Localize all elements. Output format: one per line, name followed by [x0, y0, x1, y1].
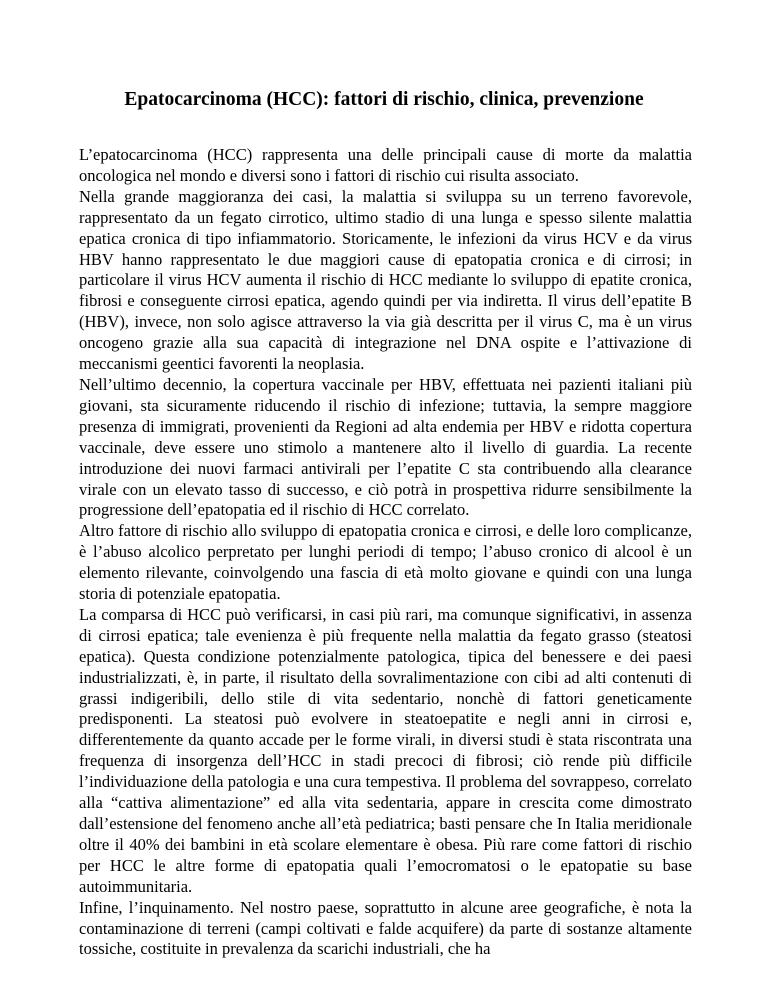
paragraph-vaccination: Nell’ultimo decennio, la copertura vaccinale per HBV, effettuata nei pazienti italiani più giovani, sta sicuramente riducendo il rischio di infezione; tuttavia, la sempre maggiore presenza di immigrati, provenienti da Regioni ad alta endemia per HBV e ridotta copertura vaccinale, deve essere uno stimolo a mantenere alto il livello di guardia. La recente introduzione dei nuovi farmaci antivirali per l’epatite C sta contribuendo alla clearance virale con un elevato tasso di successo, e ciò potrà in prospettiva ridurre sensibilmente la progressione dell’epatopatia ed il rischio di HCC correlato.	[79, 374, 692, 520]
paragraph-steatosis: La comparsa di HCC può verificarsi, in casi più rari, ma comunque significativi, in assenza di cirrosi epatica; tale evenienza è più frequente nella malattia da fegato grasso (steatosi epatica). Questa condizione potenzialmente patologica, tipica del benessere e dei paesi industrializzati, è, in parte, il risultato della sovralimentazione con cibi ad alti contenuti di grassi indigeribili, dello stile di vita sedentario, nonchè di fattori geneticamente predisponenti. La steatosi può evolvere in steatoepatite e negli anni in cirrosi e, differentemente da quanto accade per le forme virali, in diversi studi è stata riscontrata una frequenza di insorgenza dell’HCC in stadi precoci di fibrosi; ciò rende più difficile l’individuazione della patologia e una cura tempestiva. Il problema del sovrappeso, correlato alla “cattiva alimentazione” ed alla vita sedentaria, appare in crescita come dimostrato dall’estensione del fenomeno anche all’età pediatrica; basti pensare che In Italia meridionale oltre il 40% dei bambini in età scolare elementare è obesa. Più rare come fattori di rischio per HCC le altre forme di epatopatia quali l’emocromatosi o le epatopatie su base autoimmunitaria.	[79, 604, 692, 896]
document-body	[79, 145, 692, 960]
paragraph-viral-causes: Nella grande maggioranza dei casi, la malattia si sviluppa su un terreno favorevole, rappresentato da un fegato cirrotico, ultimo stadio di una lunga e spesso silente malattia epatica cronica di tipo infiammatorio. Storicamente, le infezioni da virus HCV e da virus HBV hanno rappresentato le due maggiori cause di epatopatia cronica e di cirrosi; in particolare il virus HCV aumenta il rischio di HCC mediante lo sviluppo di epatite cronica, fibrosi e conseguente cirrosi epatica, agendo quindi per via indiretta. Il virus dell’epatite B (HBV), invece, non solo agisce attraverso la via già descritta per il virus C, ma è un virus oncogeno grazie alla sua capacità di integrazione nel DNA ospite e l’attivazione di meccanismi geentici favorenti la neoplasia.	[79, 186, 692, 374]
paragraph-alcohol: Altro fattore di rischio allo sviluppo di epatopatia cronica e cirrosi, e delle loro complicanze, è l’abuso alcolico perpretato per lunghi periodi di tempo; l’abuso cronico di alcool è un elemento rilevante, coinvolgendo una fascia di età molto giovane e quindi con una lunga storia di potenziale epatopatia.	[79, 521, 692, 604]
paragraph-pollution: Infine, l’inquinamento. Nel nostro paese, soprattutto in alcune aree geografiche, è nota la contaminazione di terreni (campi coltivati e falde acquifere) da parte di sostanze altamente tossiche, costituite in prevalenza da scarichi industriali, che ha	[79, 897, 692, 959]
paragraph-intro: L’epatocarcinoma (HCC) rappresenta una delle principali cause di morte da malattia oncologica nel mondo e diversi sono i fattori di rischio cui risulta associato.	[79, 145, 692, 185]
document-title: Epatocarcinoma (HCC): fattori di rischio, clinica, prevenzione	[124, 89, 644, 110]
